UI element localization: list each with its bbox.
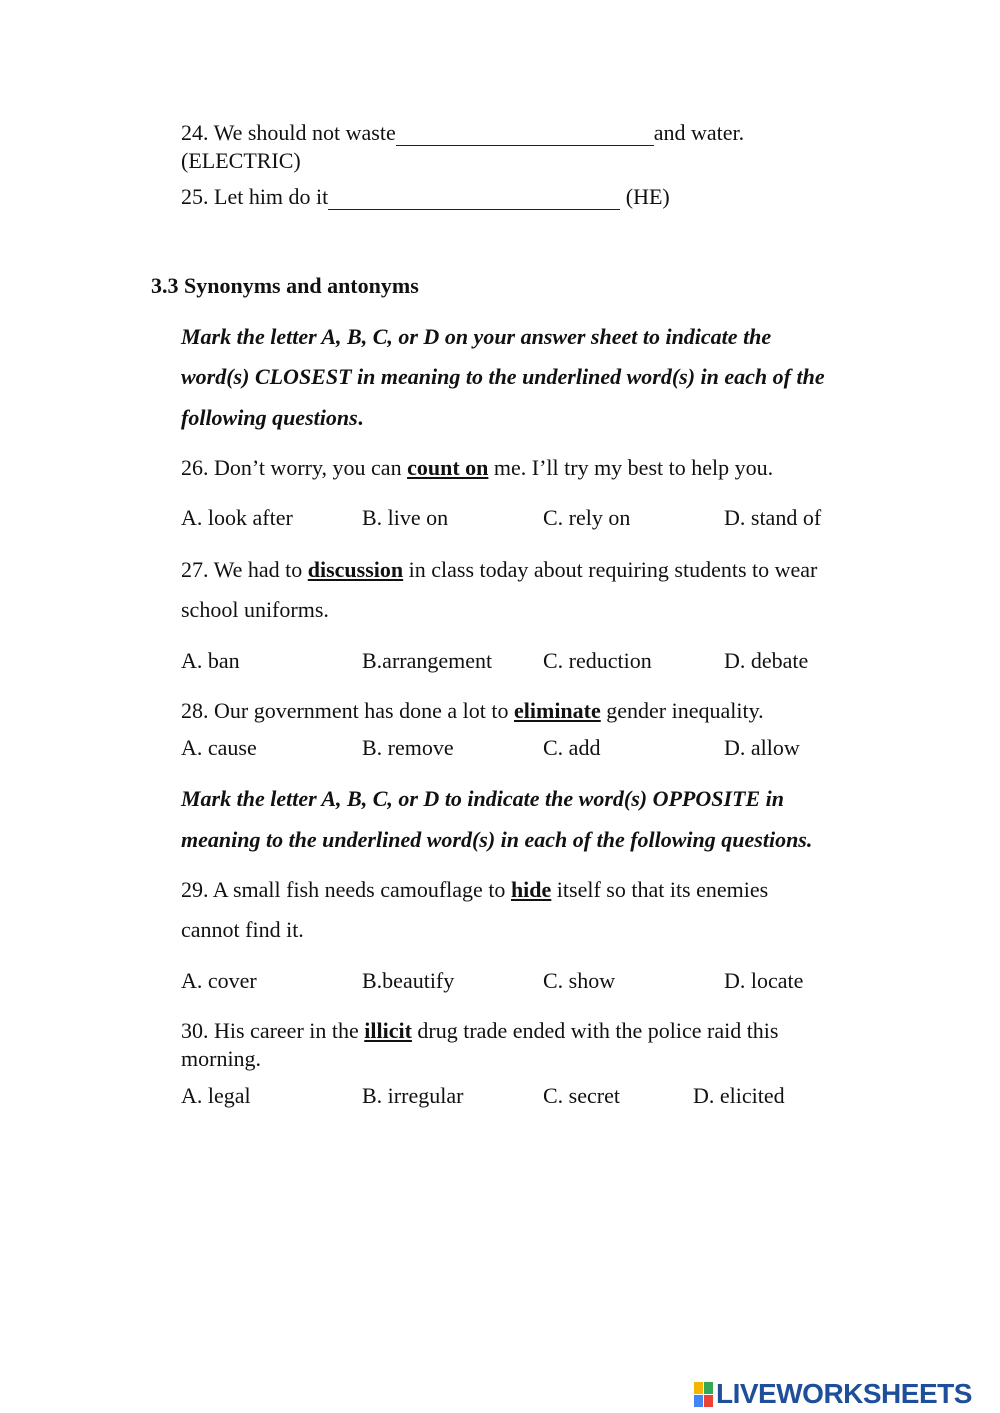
- q24-hint: (ELECTRIC): [181, 148, 301, 173]
- q29-option-d[interactable]: D. locate: [724, 968, 804, 993]
- q24-text-before: 24. We should not waste: [181, 120, 396, 145]
- q27-text-after: in class today about requiring students to wear: [403, 557, 818, 582]
- instruction-2-line-1: Mark the letter A, B, C, or D to indicate the word(s) OPPOSITE in: [181, 786, 785, 811]
- question-29: [181, 877, 768, 903]
- q27-line-2: school uniforms.: [181, 597, 329, 622]
- q24-answer-input[interactable]: [396, 125, 654, 146]
- q28-option-b[interactable]: B. remove: [362, 735, 454, 760]
- instruction-1-line-3: [181, 405, 363, 431]
- q29-text-after: itself so that its enemies: [551, 877, 769, 902]
- q30-text-after: drug trade ended with the police raid this: [411, 1018, 779, 1043]
- q26-text-before: 26. Don’t worry, you can: [181, 455, 408, 480]
- q30-option-c[interactable]: C. secret: [543, 1083, 620, 1108]
- q30-option-d[interactable]: D. elicited: [693, 1083, 785, 1108]
- q28-text-before: 28. Our government has done a lot to: [181, 698, 514, 723]
- q30-option-b[interactable]: B. irregular: [362, 1083, 464, 1108]
- q26-text-after: me. I’ll try my best to help you.: [488, 455, 774, 480]
- logo-mark-icon: [694, 1382, 713, 1407]
- instruction-2-line-2: meaning to the underlined word(s) in each of the following questions.: [181, 827, 813, 852]
- q26-option-c[interactable]: C. rely on: [543, 505, 631, 530]
- q29-text-before: 29. A small fish needs camouflage to: [181, 877, 511, 902]
- q25-text-before: 25. Let him do it: [181, 184, 329, 209]
- question-25: [181, 184, 670, 210]
- instruction-1-line-1: Mark the letter A, B, C, or D on your answer sheet to indicate the: [181, 324, 772, 349]
- question-27: [181, 557, 817, 583]
- q26-option-b[interactable]: B. live on: [362, 505, 449, 530]
- question-28: [181, 698, 764, 724]
- brand-name: LIVEWORKSHEETS: [716, 1378, 972, 1409]
- q26-option-a[interactable]: A. look after: [181, 505, 293, 530]
- q29-underlined-word: hide: [510, 877, 552, 902]
- q25-answer-input[interactable]: [328, 189, 620, 210]
- q27-option-a[interactable]: A. ban: [181, 648, 240, 673]
- instruction-1-line-2: word(s) CLOSEST in meaning to the underlined word(s) in each of the: [181, 364, 825, 389]
- q26-underlined-word: count on: [407, 455, 489, 480]
- q27-option-d[interactable]: D. debate: [724, 648, 809, 673]
- q30-option-a[interactable]: A. legal: [181, 1083, 251, 1108]
- q27-option-b[interactable]: B.arrangement: [362, 648, 493, 673]
- q29-option-a[interactable]: A. cover: [181, 968, 257, 993]
- instruction-1-line-3-text: following questions: [181, 405, 358, 430]
- q27-option-c[interactable]: C. reduction: [543, 648, 652, 673]
- q29-option-c[interactable]: C. show: [543, 968, 616, 993]
- q28-text-after: gender inequality.: [600, 698, 764, 723]
- q27-underlined-word: discussion: [307, 557, 404, 582]
- q30-line-2: morning.: [181, 1046, 262, 1071]
- q25-hint: (HE): [625, 184, 670, 209]
- q29-option-b[interactable]: B.beautify: [362, 968, 455, 993]
- question-26: [181, 455, 773, 481]
- q28-option-a[interactable]: A. cause: [181, 735, 257, 760]
- q30-underlined-word: illicit: [364, 1018, 412, 1043]
- section-title: 3.3 Synonyms and antonyms: [151, 273, 419, 298]
- q27-text-before: 27. We had to: [181, 557, 308, 582]
- q28-option-c[interactable]: C. add: [543, 735, 601, 760]
- instruction-1-period: .: [357, 405, 364, 430]
- q24-text-after: and water.: [653, 120, 745, 145]
- liveworksheets-logo: [694, 1378, 972, 1410]
- q26-option-d[interactable]: D. stand of: [724, 505, 822, 530]
- q30-text-before: 30. His career in the: [181, 1018, 365, 1043]
- question-24: [181, 120, 744, 146]
- question-30: [181, 1018, 778, 1044]
- q29-line-2: cannot find it.: [181, 917, 304, 942]
- q28-underlined-word: eliminate: [514, 698, 601, 723]
- q28-option-d[interactable]: D. allow: [724, 735, 800, 760]
